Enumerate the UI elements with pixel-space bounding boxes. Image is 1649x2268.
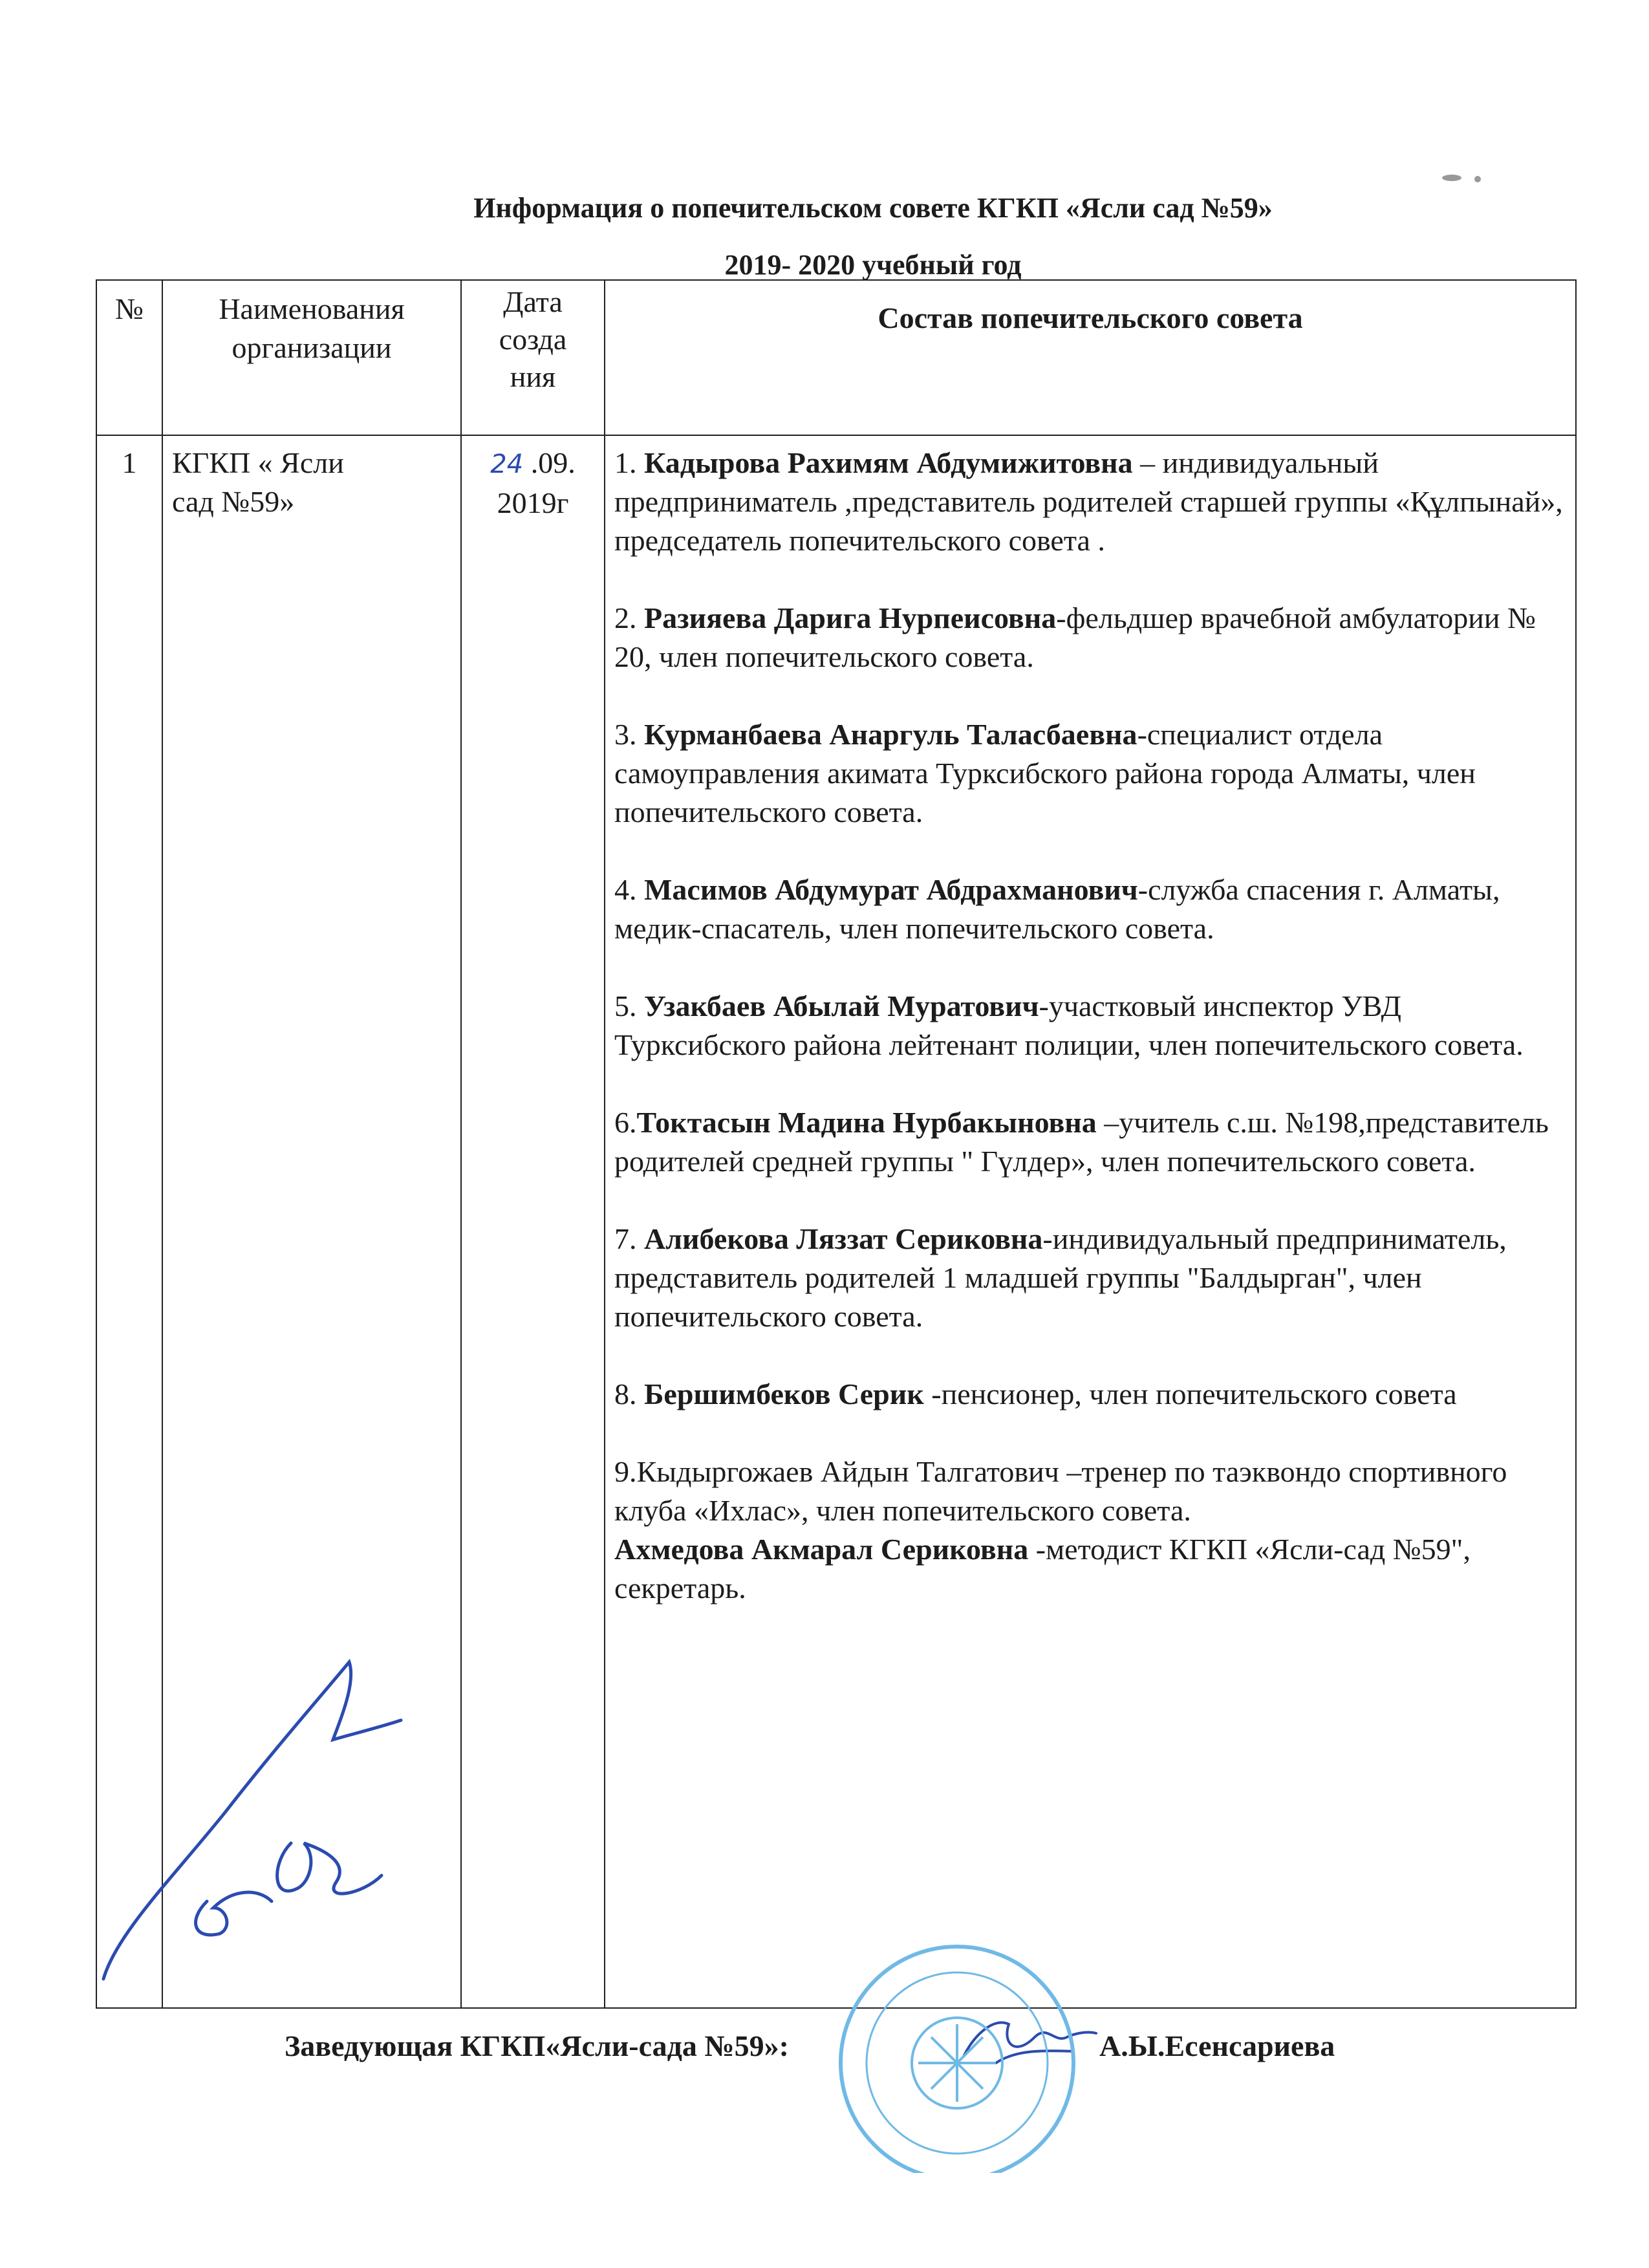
member-name: Ахмедова Акмарал Сериковна — [614, 1533, 1029, 1566]
member-description: -специалист отдела самоуправления акимата Турксибского района города Алматы, член попечительского совета. — [614, 718, 1476, 828]
member-entry — [614, 599, 1566, 676]
header-date — [461, 280, 605, 435]
member-entry — [614, 870, 1566, 948]
members-list — [605, 436, 1575, 1615]
member-entry — [614, 1220, 1566, 1336]
member-name: Курманбаева Анаргуль Таласбаевна — [644, 718, 1137, 751]
member-entry — [614, 715, 1566, 832]
org-line1: КГКП « Ясли — [172, 446, 344, 479]
member-entry — [614, 987, 1566, 1064]
row-date — [461, 435, 605, 2008]
member-name: Бершимбеков Серик — [644, 1377, 924, 1410]
org-line2: сад №59» — [172, 485, 295, 518]
member-entry — [614, 1453, 1566, 1530]
date-month: .09. — [523, 446, 576, 479]
member-entry — [614, 1530, 1566, 1608]
member-description: – индивидуальный предприниматель ,представитель родителей старшей группы «Құлпынай», председатель попечительского совета . — [614, 446, 1563, 557]
member-description: -пенсионер, член попечительского совета — [923, 1377, 1457, 1410]
date-year: 2019г — [497, 486, 569, 519]
member-number: 4. — [614, 873, 644, 906]
footer-position: Заведующая КГКП«Ясли-сада №59»: — [285, 2029, 789, 2062]
date-day-handwritten: 24 — [490, 449, 524, 479]
member-name: Токтасын Мадина Нурбакыновна — [636, 1106, 1097, 1139]
header-date-line2: созда — [499, 323, 567, 356]
member-number: 2. — [614, 601, 644, 634]
academic-year: 2019- 2020 учебный год — [724, 249, 1022, 281]
member-number: 3. — [614, 718, 644, 751]
member-entry — [614, 1375, 1566, 1414]
member-number: 5. — [614, 989, 644, 1022]
member-description: -индивидуальный предприниматель, представитель родителей 1 младшей группы "Балдырган", член попечительского совета. — [614, 1222, 1507, 1333]
row-composition — [605, 435, 1576, 2008]
table-header-row — [96, 280, 1576, 435]
header-date-line3: ния — [510, 360, 556, 393]
member-description: -служба спасения г. Алматы, медик-спасатель, член попечительского совета. — [614, 873, 1500, 945]
footer-signatory: А.Ы.Есенсариева — [1099, 2029, 1335, 2062]
member-number: 1. — [614, 446, 644, 479]
header-composition: Состав попечительского совета — [605, 280, 1576, 435]
row-num: 1 — [96, 435, 162, 2008]
member-description: -фельдшер врачебной амбулатории № 20, член попечительского совета. — [614, 601, 1536, 673]
document-title: Информация о попечительском совете КГКП «Ясли сад №59» — [473, 192, 1273, 224]
official-stamp — [821, 1927, 1093, 2173]
member-name: Алибекова Ляззат Сериковна — [644, 1222, 1043, 1255]
member-description: -методист КГКП «Ясли-сад №59", секретарь. — [614, 1533, 1471, 1604]
scan-speck — [1474, 176, 1481, 182]
member-entry — [614, 1103, 1566, 1181]
member-number: 6. — [614, 1106, 637, 1139]
header-org: Наименования организации — [162, 280, 461, 435]
member-description: 9.Кыдыргожаев Айдын Талгатович –тренер по таэквондо спортивного клуба «Ихлас», член попечительского совета. — [614, 1455, 1507, 1527]
member-description: -участковый инспектор УВД Турксибского района лейтенант полиции, член попечительского совета. — [614, 989, 1524, 1061]
member-name: Разияева Дарига Нурпеисовна — [644, 601, 1057, 634]
member-number: 7. — [614, 1222, 644, 1255]
header-num: № — [96, 280, 162, 435]
header-date-line1: Дата — [503, 285, 563, 318]
handwritten-signature — [78, 1630, 414, 1992]
scan-speck — [1442, 175, 1461, 181]
member-name: Кадырова Рахимям Абдумижитовна — [644, 446, 1133, 479]
member-description: –учитель с.ш. №198,представитель родителей средней группы " Гүлдер», член попечительского совета. — [614, 1106, 1549, 1178]
member-entry — [614, 444, 1566, 560]
member-number: 8. — [614, 1377, 644, 1410]
member-name: Масимов Абдумурат Абдрахманович — [644, 873, 1138, 906]
member-name: Узакбаев Абылай Муратович — [644, 989, 1039, 1022]
